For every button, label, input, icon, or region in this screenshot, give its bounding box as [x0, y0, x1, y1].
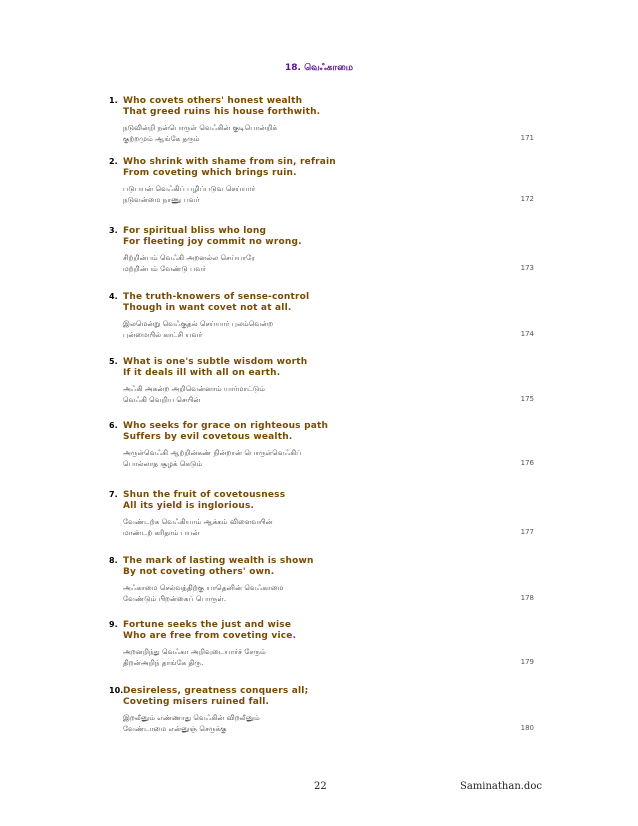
tamil-line-2: புன்மையில் காட்சி யவர்: [123, 330, 203, 339]
tamil-line-2: வேண்டாமை என்னுஞ் செருக்கு: [123, 724, 227, 733]
english-line-1: Who shrink with shame from sin, refrain: [123, 157, 336, 167]
english-line-2: That greed ruins his house forthwith.: [123, 107, 321, 117]
tamil-line-1: அஃகி அகன்ற அறிவென்னாம் யார்மாட்டும்: [123, 384, 266, 393]
verse-number: 7.: [109, 490, 118, 499]
english-line-2: For fleeting joy commit no wrong.: [123, 237, 302, 247]
english-line-2: Coveting misers ruined fall.: [123, 697, 270, 707]
english-line-2: By not coveting others' own.: [123, 567, 275, 577]
verse-number: 10.: [109, 686, 124, 695]
tamil-line-2: மற்றின்பம் வேண்டு பவர்: [123, 264, 207, 273]
verse-number: 8.: [109, 556, 118, 565]
tamil-line-1: வேண்டற்க வெஃகியாம் ஆக்கம் விளைவயின்: [123, 517, 273, 526]
verse-number: 5.: [109, 357, 118, 366]
kural-number: 178: [520, 594, 534, 602]
kural-number: 171: [520, 134, 534, 142]
english-line-1: Shun the fruit of covetousness: [123, 490, 286, 500]
verse-number: 2.: [109, 157, 118, 166]
english-line-2: From coveting which brings ruin.: [123, 168, 297, 178]
english-line-1: Desireless, greatness conquers all;: [123, 686, 309, 696]
verse-number: 9.: [109, 620, 118, 629]
verse-number: 4.: [109, 292, 118, 301]
english-line-1: What is one's subtle wisdom worth: [123, 357, 308, 367]
tamil-line-1: அருள்வெஃகி ஆற்றின்கண் நின்றான் பொருள்வெஃகிப்: [123, 448, 302, 457]
page-number: 22: [314, 781, 327, 792]
tamil-line-1: அஃகாமை செல்வத்திற்கு யாதெனின் வெஃகாமை: [123, 583, 284, 592]
english-line-2: Suffers by evil covetous wealth.: [123, 432, 293, 442]
tamil-line-2: வேண்டும் பிறன்கைப் பொருள்.: [123, 594, 227, 603]
english-line-2: Though in want covet not at all.: [123, 303, 292, 313]
tamil-line-1: நடுவின்றி நன்பொருள் வெஃகின் குடிபொன்றிக்: [123, 123, 278, 132]
verse-number: 3.: [109, 226, 118, 235]
english-line-1: For spiritual bliss who long: [123, 226, 267, 236]
english-line-1: The truth-knowers of sense-control: [123, 292, 310, 302]
verse-number: 6.: [109, 421, 118, 430]
tamil-line-1: சிற்றின்பம் வெஃகி அறனல்ல செய்யாரே: [123, 253, 255, 262]
kural-number: 174: [520, 330, 534, 338]
tamil-line-2: பொல்லாத சூழக் கெடும்: [123, 459, 203, 468]
tamil-line-1: அறனறிந்து வெஃகா அறிவுடையார்ச் சேரும்: [123, 647, 266, 656]
tamil-line-2: வெஃகி வெறிய செயின்: [123, 395, 201, 404]
tamil-line-2: குற்றமும் ஆங்கே தரும்: [123, 134, 200, 143]
english-line-1: The mark of lasting wealth is shown: [123, 556, 314, 566]
verse-number: 1.: [109, 96, 118, 105]
kural-number: 177: [520, 528, 534, 536]
english-line-1: Who seeks for grace on righteous path: [123, 421, 329, 431]
english-line-2: All its yield is inglorious.: [123, 501, 255, 511]
kural-number: 176: [520, 459, 534, 467]
tamil-line-1: இறலீனும் எண்ணாது வெஃகின் விறலீனும்: [123, 713, 260, 722]
document-name: Saminathan.doc: [460, 781, 542, 792]
english-line-1: Who covets others' honest wealth: [123, 96, 303, 106]
english-line-2: If it deals ill with all on earth.: [123, 368, 281, 378]
english-line-1: Fortune seeks the just and wise: [123, 620, 292, 630]
tamil-line-1: இலமென்று வெஃகுதல் செய்யார் புலம்வென்ற: [123, 319, 274, 328]
kural-number: 179: [520, 658, 534, 666]
kural-number: 172: [520, 195, 534, 203]
kural-number: 173: [520, 264, 534, 272]
tamil-line-2: நடுவன்மை நாணு பவர்: [123, 195, 200, 204]
tamil-line-1: படுபயன் வெஃகிப் பழிப்படுவ செய்யார்: [123, 184, 256, 193]
tamil-line-2: மாண்டற் கரிதாம் பயன்: [123, 528, 200, 537]
kural-number: 180: [520, 724, 534, 732]
english-line-2: Who are free from coveting vice.: [123, 631, 297, 641]
tamil-line-2: திறன்அறிந் தாங்கே திரு.: [123, 658, 204, 667]
chapter-title: 18. வெஃகாமை: [285, 63, 353, 73]
kural-number: 175: [520, 395, 534, 403]
